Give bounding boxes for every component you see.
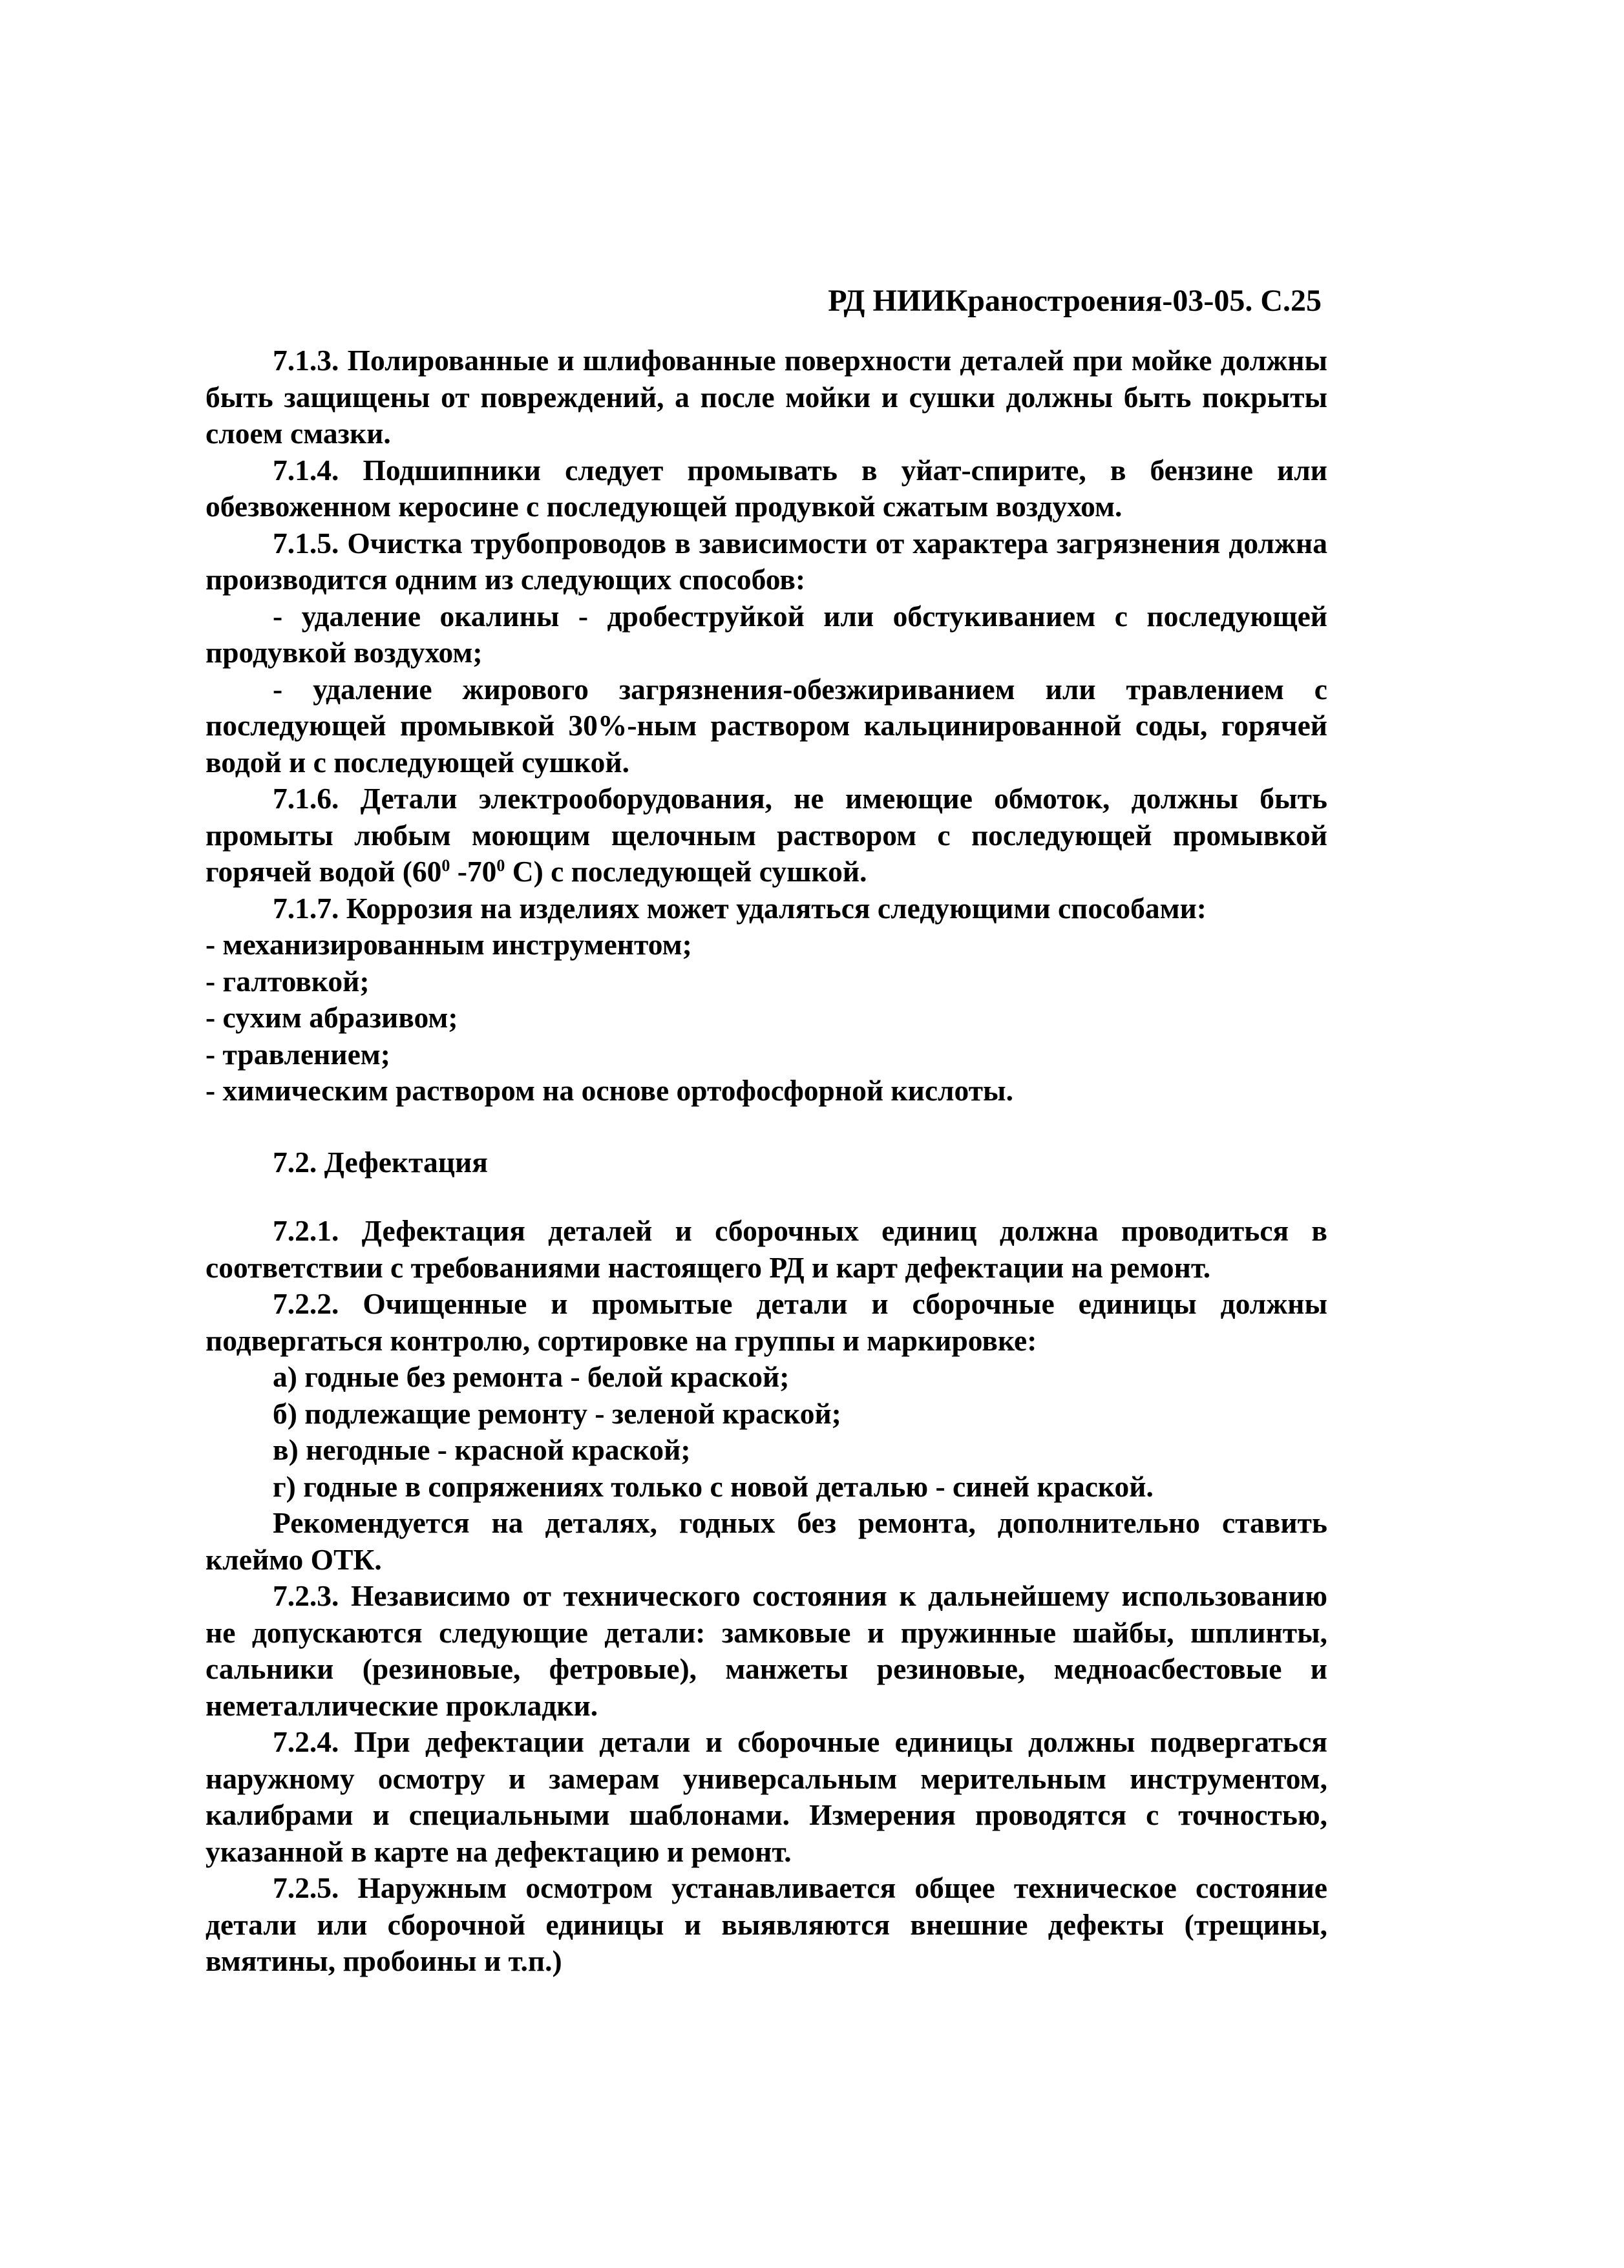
page-header: РД НИИКраностроения-03-05. С.25 — [828, 284, 1322, 318]
degree-superscript: 0 — [496, 856, 505, 875]
list-item: б) подлежащие ремонту - зеленой краской; — [273, 1396, 841, 1430]
paragraph-7-1-6-part2: -70 — [450, 855, 497, 888]
list-item: - механизированным инструментом; — [206, 928, 692, 961]
paragraph-7-2-5: 7.2.5. Наружным осмотром устанавливается общее техническое состояние детали или сборочной единицы и выявляются внешние дефекты (трещины, вмятины, пробоины и т.п.) — [206, 1871, 1327, 1977]
list-item: а) годные без ремонта - белой краской; — [273, 1360, 790, 1393]
document-body — [206, 342, 1327, 1980]
list-item: в) негодные - красной краской; — [273, 1433, 691, 1466]
degree-superscript: 0 — [441, 856, 450, 875]
paragraph-7-1-4: 7.1.4. Подшипники следует промывать в уйат-спирите, в бензине или обезвоженном керосине с последующей продувкой сжатым воздухом. — [206, 453, 1327, 523]
list-item: - сухим абразивом; — [206, 1001, 458, 1034]
paragraph-7-1-6-part3: С) с последующей сушкой. — [505, 855, 867, 888]
paragraph-7-1-6-part1: 7.1.6. Детали электрооборудования, не имеющие обмоток, должны быть промыты любым моющим щелочным раствором с последующей промывкой горячей водой (60 — [206, 782, 1327, 888]
paragraph-7-2-4: 7.2.4. При дефектации детали и сборочные единицы должны подвергаться наружному осмотру и замерам универсальным мерительным инструментом, калибрами и специальными шаблонами. Измерения проводятся с точностью, указанной в карте на дефектацию и ремонт. — [206, 1725, 1327, 1868]
paragraph-7-1-3: 7.1.3. Полированные и шлифованные поверхности деталей при мойке должны быть защищены от повреждений, а после мойки и сушки должны быть покрыты слоем смазки. — [206, 344, 1327, 450]
list-item: - галтовкой; — [206, 964, 370, 998]
paragraph-7-1-5-item-b: - удаление жирового загрязнения-обезжириванием или травлением с последующей промывкой 30%-ным раствором кальцинированной соды, горячей водой и с последующей сушкой. — [206, 672, 1327, 779]
list-item: г) годные в сопряжениях только с новой деталью - синей краской. — [273, 1469, 1154, 1503]
list-item: - химическим раствором на основе ортофосфорной кислоты. — [206, 1074, 1013, 1107]
paragraph-7-1-6 — [206, 781, 1327, 890]
list-item: - травлением; — [206, 1037, 390, 1071]
paragraph-7-1-5-item-a: - удаление окалины - дробеструйкой или обстукиванием с последующей продувкой воздухом; — [206, 599, 1327, 669]
paragraph-7-2-2: 7.2.2. Очищенные и промытые детали и сборочные единицы должны подвергаться контролю, сортировке на группы и маркировке: — [206, 1287, 1327, 1357]
paragraph-7-1-5: 7.1.5. Очистка трубопроводов в зависимости от характера загрязнения должна производится одним из следующих способов: — [206, 526, 1327, 596]
paragraph-7-2-1: 7.2.1. Дефектация деталей и сборочных единиц должна проводиться в соответствии с требованиями настоящего РД и карт дефектации на ремонт. — [206, 1214, 1327, 1284]
section-title-7-2: 7.2. Дефектация — [273, 1145, 488, 1179]
paragraph-7-1-7: 7.1.7. Коррозия на изделиях может удаляться следующими способами: — [273, 891, 1207, 925]
paragraph-7-2-2-recommendation: Рекомендуется на деталях, годных без ремонта, дополнительно ставить клеймо ОТК. — [206, 1506, 1327, 1576]
paragraph-7-2-3: 7.2.3. Независимо от технического состояния к дальнейшему использованию не допускаются следующие детали: замковые и пружинные шайбы, шплинты, сальники (резиновые, фетровые), манжеты резиновые, медноасбестовые и неметаллические прокладки. — [206, 1579, 1327, 1722]
